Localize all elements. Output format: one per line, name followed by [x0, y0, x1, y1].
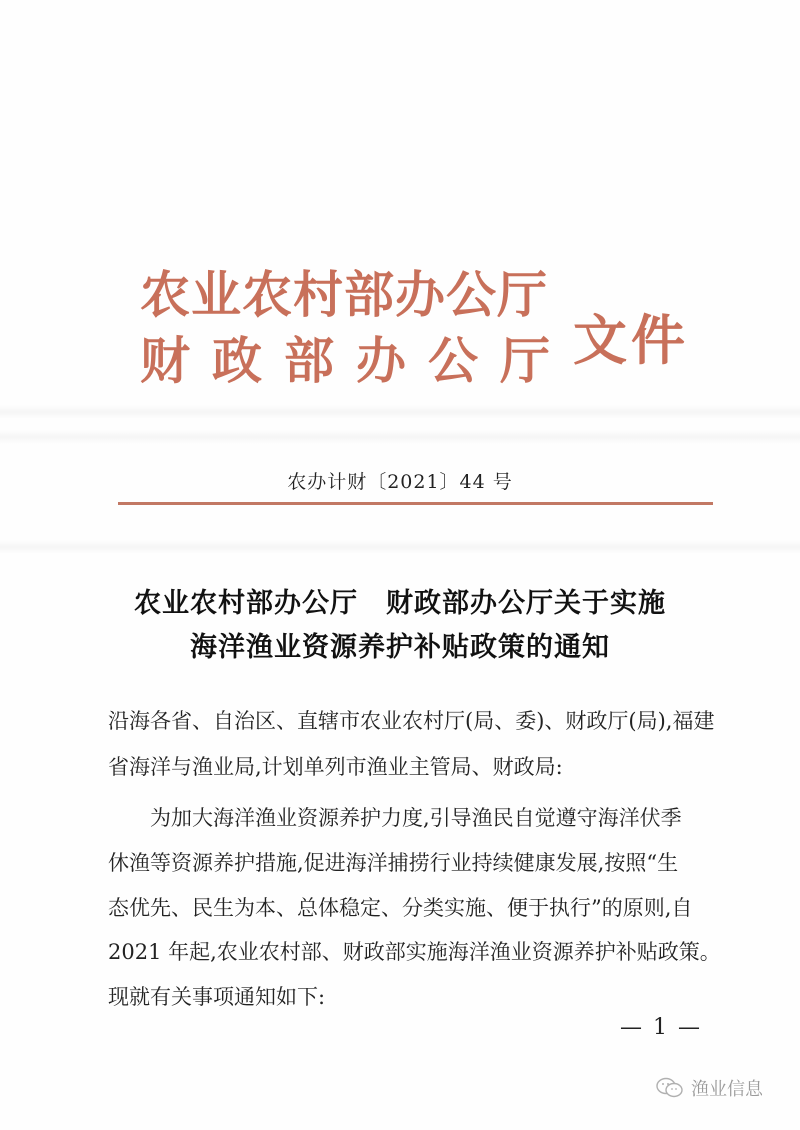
- document-title-line-2: 海洋渔业资源养护补贴政策的通知: [190, 632, 610, 663]
- issuer-line-1: 农业农村部办公厅: [140, 265, 548, 324]
- document-number: 农办计财〔2021〕44 号: [287, 471, 513, 493]
- body-line: 休渔等资源养护措施,促进海洋捕捞行业持续健康发展,按照“生: [108, 851, 679, 875]
- scan-artifact: [0, 405, 800, 419]
- source-watermark: [655, 1075, 763, 1101]
- watermark-label: 渔业信息: [691, 1079, 763, 1100]
- wechat-icon: [655, 1076, 685, 1100]
- red-divider-line: [118, 502, 713, 505]
- scan-artifact: [0, 430, 800, 444]
- red-header: [140, 262, 700, 402]
- body-line: 态优先、民生为本、总体稳定、分类实施、便于执行”的原则,自: [108, 896, 693, 920]
- issuer-line-2: 财政部办公厅: [140, 331, 572, 390]
- body-line: 沿海各省、自治区、直辖市农业农村厅(局、委)、财政厅(局),福建: [108, 709, 715, 733]
- page-number: — 1 —: [620, 1015, 702, 1040]
- doc-type-label: 文件: [573, 308, 689, 372]
- body-line: 为加大海洋渔业资源养护力度,引导渔民自觉遵守海洋伏季: [108, 806, 682, 830]
- body-line: 现就有关事项通知如下:: [108, 985, 326, 1009]
- scan-artifact: [0, 540, 800, 554]
- document-title-line-1: 农业农村部办公厅 财政部办公厅关于实施: [134, 588, 666, 619]
- body-line: 省海洋与渔业局,计划单列市渔业主管局、财政局:: [108, 755, 563, 779]
- body-line: 2021 年起,农业农村部、财政部实施海洋渔业资源养护补贴政策。: [108, 940, 721, 964]
